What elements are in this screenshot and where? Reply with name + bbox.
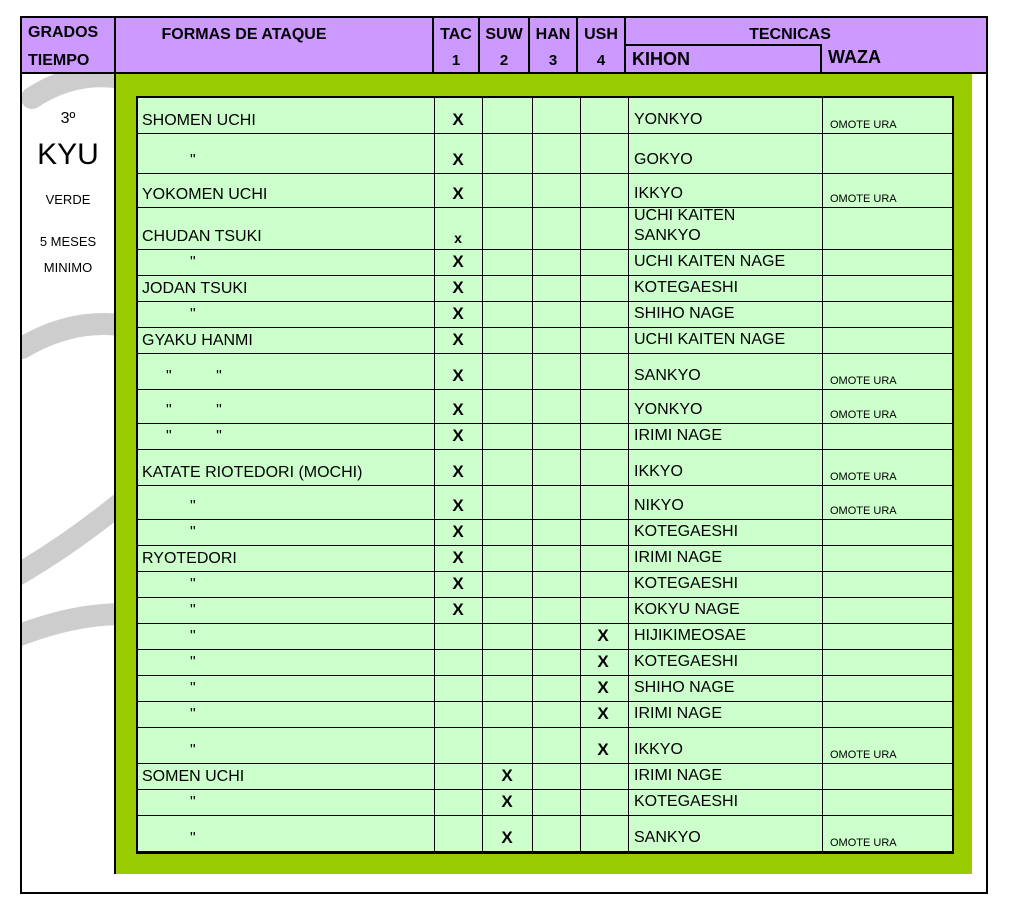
column-divider [434, 390, 435, 423]
column-divider [434, 702, 435, 727]
column-divider [434, 728, 435, 763]
kihon-cell: SHIHO NAGE [634, 679, 735, 696]
column-divider [822, 450, 823, 485]
column-divider [532, 302, 533, 327]
kihon-cell: IKKYO [634, 185, 683, 202]
column-divider [532, 520, 533, 545]
column-divider [532, 598, 533, 623]
column-divider [434, 174, 435, 207]
check-mark-tac: X [452, 574, 464, 593]
column-divider [580, 486, 581, 519]
column-divider [628, 728, 629, 763]
column-divider [482, 790, 483, 815]
column-divider [822, 424, 823, 449]
column-divider [628, 790, 629, 815]
column-divider [628, 546, 629, 571]
kihon-cell: SANKYO [634, 829, 701, 846]
column-divider [580, 598, 581, 623]
column-divider [532, 424, 533, 449]
column-divider [628, 424, 629, 449]
check-mark-tac: X [452, 110, 464, 129]
check-mark-ush: X [597, 652, 609, 671]
check-mark-tac: X [452, 462, 464, 481]
column-divider [580, 390, 581, 423]
column-divider [628, 650, 629, 675]
table-row [138, 546, 952, 572]
column-divider [532, 328, 533, 353]
column-divider [822, 624, 823, 649]
column-divider [822, 520, 823, 545]
column-divider [532, 450, 533, 485]
ush-label: USH [584, 26, 618, 43]
suw-header-cell [480, 18, 530, 72]
kihon-cell: YONKYO [634, 401, 703, 418]
column-divider [628, 98, 629, 133]
check-mark-tac: X [452, 522, 464, 541]
attack-cell: " " [166, 368, 222, 385]
attack-cell: " [190, 602, 196, 619]
column-divider [482, 520, 483, 545]
column-divider [532, 208, 533, 249]
attack-cell: " [190, 254, 196, 271]
column-divider [580, 520, 581, 545]
column-divider [580, 302, 581, 327]
kihon-subheader [626, 44, 822, 72]
check-mark-tac: X [452, 400, 464, 419]
check-mark-tac: X [452, 184, 464, 203]
formas-label: FORMAS DE ATAQUE [161, 26, 327, 43]
grados-label: GRADOS [28, 24, 99, 41]
column-divider [580, 208, 581, 249]
column-divider [822, 572, 823, 597]
table-row [138, 450, 952, 486]
column-divider [580, 546, 581, 571]
column-divider [628, 598, 629, 623]
column-divider [628, 134, 629, 173]
column-divider [822, 302, 823, 327]
column-divider [580, 450, 581, 485]
kihon-cell: IKKYO [634, 741, 683, 758]
column-divider [532, 790, 533, 815]
column-divider [482, 702, 483, 727]
column-divider [580, 790, 581, 815]
column-divider [580, 328, 581, 353]
kihon-cell: KOTEGAESHI [634, 653, 739, 670]
column-divider [822, 354, 823, 389]
check-mark-tac: X [452, 330, 464, 349]
column-divider [628, 702, 629, 727]
column-divider [822, 328, 823, 353]
column-divider [434, 302, 435, 327]
column-divider [628, 328, 629, 353]
attack-cell: " " [166, 402, 222, 419]
attack-cell: " [190, 794, 196, 811]
waza-cell: OMOTE URA [830, 193, 897, 205]
check-mark-suw: X [501, 766, 513, 785]
waza-cell: OMOTE URA [830, 749, 897, 761]
column-divider [434, 520, 435, 545]
column-divider [628, 174, 629, 207]
table-row [138, 276, 952, 302]
column-divider [434, 134, 435, 173]
column-divider [482, 208, 483, 249]
document-frame [20, 16, 988, 894]
column-divider [822, 546, 823, 571]
table-row [138, 98, 952, 134]
kihon-cell: UCHI KAITEN NAGE [634, 331, 786, 348]
column-divider [434, 676, 435, 701]
check-mark-tac: X [452, 548, 464, 567]
column-divider [434, 250, 435, 275]
column-divider [532, 676, 533, 701]
column-divider [628, 520, 629, 545]
attack-cell: SHOMEN UCHI [142, 112, 256, 129]
check-mark-tac: X [452, 426, 464, 445]
grade-name: KYU [37, 138, 99, 171]
table-row [138, 520, 952, 546]
attack-cell: " [190, 654, 196, 671]
column-divider [482, 650, 483, 675]
column-divider [532, 650, 533, 675]
table-row [138, 650, 952, 676]
column-divider [580, 572, 581, 597]
table-row [138, 174, 952, 208]
check-mark-ush: X [597, 626, 609, 645]
waza-cell: OMOTE URA [830, 119, 897, 131]
attack-cell: " [190, 524, 196, 541]
column-divider [482, 764, 483, 789]
column-divider [434, 650, 435, 675]
grados-header-cell [22, 18, 116, 72]
check-mark-tac: X [452, 304, 464, 323]
column-divider [628, 764, 629, 789]
table-row [138, 764, 952, 790]
column-divider [822, 390, 823, 423]
kihon-cell: HIJIKIMEOSAE [634, 627, 747, 644]
check-mark-tac: X [452, 600, 464, 619]
check-mark-suw: X [501, 828, 513, 847]
column-divider [822, 98, 823, 133]
column-divider [628, 250, 629, 275]
column-divider [532, 250, 533, 275]
check-mark-tac: x [454, 230, 462, 246]
kihon-cell: IRIMI NAGE [634, 767, 723, 784]
grade-time: 5 MESES [39, 234, 97, 249]
attack-cell: KATATE RIOTEDORI (MOCHI) [142, 464, 363, 481]
column-divider [482, 134, 483, 173]
attack-cell: YOKOMEN UCHI [142, 186, 268, 203]
column-divider [532, 276, 533, 301]
kihon-cell: IRIMI NAGE [634, 549, 723, 566]
column-divider [482, 328, 483, 353]
attack-cell: " [190, 628, 196, 645]
kihon-cell: SANKYO [634, 367, 701, 384]
column-divider [434, 424, 435, 449]
attack-cell: " [190, 680, 196, 697]
grade-order: 3º [60, 110, 76, 127]
check-mark-tac: X [452, 252, 464, 271]
table-row [138, 134, 952, 174]
column-divider [628, 486, 629, 519]
ush-number: 4 [596, 52, 606, 69]
column-divider [580, 250, 581, 275]
formas-header-cell [116, 18, 434, 72]
kihon-cell: IKKYO [634, 463, 683, 480]
column-divider [580, 98, 581, 133]
column-divider [580, 676, 581, 701]
check-mark-tac: X [452, 150, 464, 169]
column-divider [434, 450, 435, 485]
tac-number: 1 [451, 52, 461, 69]
waza-cell: OMOTE URA [830, 837, 897, 849]
table-row [138, 676, 952, 702]
column-divider [628, 450, 629, 485]
column-divider [628, 208, 629, 249]
column-divider [822, 676, 823, 701]
column-divider [532, 624, 533, 649]
table-row [138, 624, 952, 650]
column-divider [822, 174, 823, 207]
column-divider [580, 728, 581, 763]
column-divider [434, 208, 435, 249]
column-divider [580, 424, 581, 449]
kihon-label: KIHON [632, 49, 690, 69]
check-mark-tac: X [452, 278, 464, 297]
table-row [138, 250, 952, 276]
attack-cell: CHUDAN TSUKI [142, 228, 262, 245]
kihon-cell: YONKYO [634, 111, 703, 128]
techniques-table [136, 96, 954, 854]
column-divider [532, 134, 533, 173]
table-row [138, 328, 952, 354]
table-header [22, 18, 986, 74]
column-divider [434, 624, 435, 649]
column-divider [580, 354, 581, 389]
table-row [138, 354, 952, 390]
table-row [138, 598, 952, 624]
column-divider [482, 676, 483, 701]
column-divider [482, 450, 483, 485]
column-divider [628, 276, 629, 301]
column-divider [434, 546, 435, 571]
kihon-cell: KOTEGAESHI [634, 279, 739, 296]
column-divider [482, 546, 483, 571]
attack-cell: GYAKU HANMI [142, 332, 253, 349]
green-panel [114, 74, 972, 874]
column-divider [532, 702, 533, 727]
column-divider [580, 764, 581, 789]
waza-cell: OMOTE URA [830, 505, 897, 517]
han-header-cell [530, 18, 578, 72]
han-label: HAN [535, 26, 571, 43]
column-divider [532, 572, 533, 597]
table-row [138, 486, 952, 520]
attack-cell: " " [166, 428, 222, 445]
column-divider [628, 572, 629, 597]
kihon-cell: KOTEGAESHI [634, 793, 739, 810]
table-row [138, 424, 952, 450]
column-divider [482, 390, 483, 423]
table-row [138, 302, 952, 328]
table-row [138, 816, 952, 852]
attack-cell: " [190, 152, 196, 169]
column-divider [628, 624, 629, 649]
tac-label: TAC [440, 26, 472, 43]
column-divider [482, 486, 483, 519]
kihon-cell: KOTEGAESHI [634, 575, 739, 592]
column-divider [434, 328, 435, 353]
column-divider [434, 354, 435, 389]
column-divider [482, 354, 483, 389]
column-divider [482, 250, 483, 275]
column-divider [580, 650, 581, 675]
column-divider [434, 572, 435, 597]
check-mark-ush: X [597, 704, 609, 723]
table-row [138, 390, 952, 424]
column-divider [580, 276, 581, 301]
column-divider [580, 702, 581, 727]
attack-cell: " [190, 830, 196, 847]
waza-cell: OMOTE URA [830, 471, 897, 483]
column-divider [822, 790, 823, 815]
column-divider [482, 598, 483, 623]
column-divider [822, 764, 823, 789]
suw-label: SUW [485, 26, 523, 43]
kihon-cell: UCHI KAITEN SANKYO [634, 207, 736, 244]
column-divider [822, 816, 823, 851]
tecnicas-header-cell [626, 18, 986, 72]
column-divider [532, 486, 533, 519]
table-row [138, 702, 952, 728]
han-number: 3 [548, 52, 558, 69]
check-mark-ush: X [597, 678, 609, 697]
waza-cell: OMOTE URA [830, 375, 897, 387]
attack-cell: " [190, 742, 196, 759]
attack-cell: " [190, 706, 196, 723]
tecnicas-label: TECNICAS [749, 26, 831, 43]
column-divider [822, 650, 823, 675]
column-divider [482, 816, 483, 851]
attack-cell: JODAN TSUKI [142, 280, 248, 297]
column-divider [628, 302, 629, 327]
column-divider [482, 98, 483, 133]
column-divider [822, 702, 823, 727]
column-divider [580, 134, 581, 173]
table-row [138, 790, 952, 816]
table-row [138, 572, 952, 598]
check-mark-tac: X [452, 366, 464, 385]
tiempo-label: TIEMPO [28, 52, 90, 69]
attack-cell: RYOTEDORI [142, 550, 237, 567]
kihon-cell: NIKYO [634, 497, 684, 514]
column-divider [532, 390, 533, 423]
column-divider [532, 354, 533, 389]
column-divider [482, 424, 483, 449]
column-divider [628, 816, 629, 851]
column-divider [628, 354, 629, 389]
grade-color: VERDE [45, 192, 91, 207]
table-row [138, 208, 952, 250]
kihon-cell: UCHI KAITEN NAGE [634, 253, 786, 270]
column-divider [822, 728, 823, 763]
column-divider [482, 276, 483, 301]
column-divider [532, 764, 533, 789]
column-divider [580, 624, 581, 649]
column-divider [580, 174, 581, 207]
column-divider [434, 98, 435, 133]
kihon-cell: SHIHO NAGE [634, 305, 735, 322]
column-divider [532, 98, 533, 133]
column-divider [482, 572, 483, 597]
column-divider [822, 276, 823, 301]
ush-header-cell [578, 18, 626, 72]
attack-cell: " [190, 576, 196, 593]
column-divider [482, 728, 483, 763]
check-mark-suw: X [501, 792, 513, 811]
column-divider [532, 174, 533, 207]
check-mark-tac: X [452, 496, 464, 515]
column-divider [434, 486, 435, 519]
column-divider [628, 676, 629, 701]
column-divider [822, 208, 823, 249]
table-row [138, 728, 952, 764]
attack-cell: " [190, 498, 196, 515]
column-divider [580, 816, 581, 851]
column-divider [822, 134, 823, 173]
column-divider [822, 598, 823, 623]
kihon-cell: KOKYU NAGE [634, 601, 740, 618]
kihon-cell: IRIMI NAGE [634, 705, 723, 722]
waza-label: WAZA [828, 47, 881, 67]
column-divider [532, 546, 533, 571]
kihon-cell: IRIMI NAGE [634, 427, 723, 444]
column-divider [434, 276, 435, 301]
attack-cell: " [190, 306, 196, 323]
tac-header-cell [434, 18, 480, 72]
waza-cell: OMOTE URA [830, 409, 897, 421]
kihon-cell: GOKYO [634, 151, 693, 168]
suw-number: 2 [499, 52, 509, 69]
attack-cell: SOMEN UCHI [142, 768, 245, 785]
column-divider [628, 390, 629, 423]
column-divider [482, 624, 483, 649]
column-divider [532, 728, 533, 763]
check-mark-ush: X [597, 740, 609, 759]
kihon-cell: KOTEGAESHI [634, 523, 739, 540]
column-divider [482, 302, 483, 327]
column-divider [434, 816, 435, 851]
column-divider [434, 790, 435, 815]
column-divider [434, 598, 435, 623]
column-divider [822, 486, 823, 519]
column-divider [434, 764, 435, 789]
grade-minimum: MINIMO [43, 260, 93, 275]
column-divider [822, 250, 823, 275]
column-divider [532, 816, 533, 851]
column-divider [482, 174, 483, 207]
